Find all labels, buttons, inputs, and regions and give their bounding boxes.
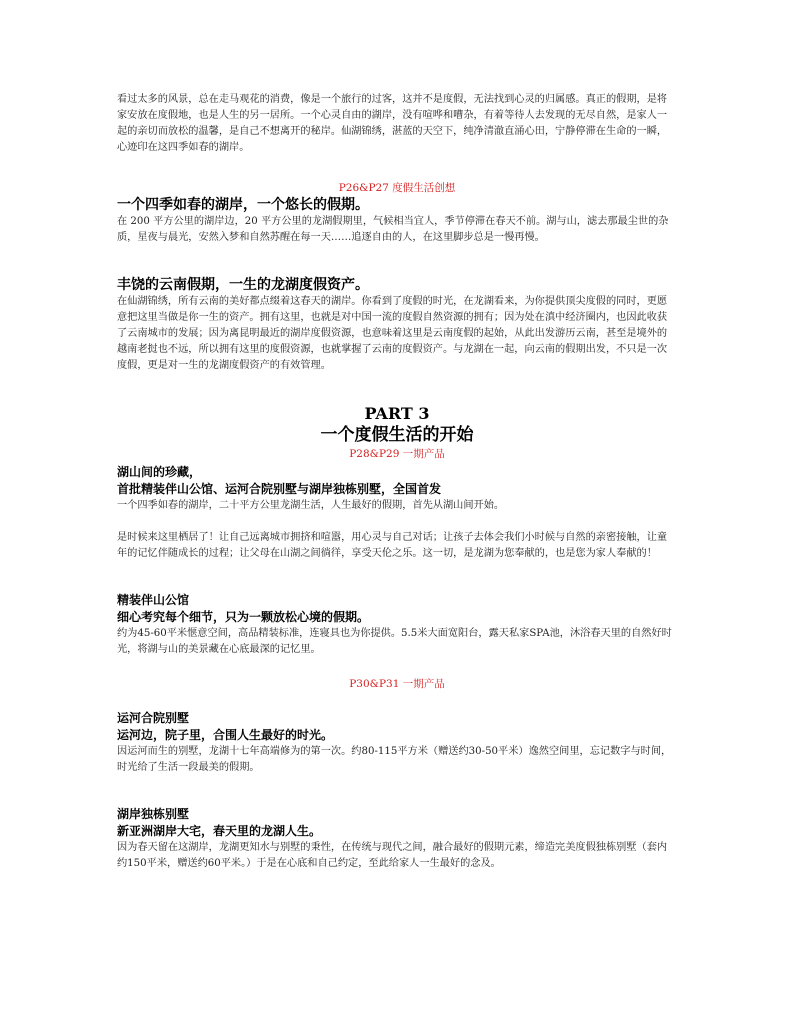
section-body-spring-lake: 在 200 平方公里的湖岸边，20 平方公里的龙湖假期里，气候相当宜人，季节停滞在春天不前。湖与山，滤去那最尘世的杂质，星夜与晨光，安然入梦和自然苏醒在每一天……追逐自由的人，在这里脚步总是一慢再慢。 bbox=[117, 216, 669, 243]
page-label-p30: P30&P31 一期产品 bbox=[349, 678, 445, 690]
section-title-treasure: 湖山间的珍藏， bbox=[117, 465, 202, 479]
product-heading-mountain-villa: 细心考究每个细节，只为一颗放松心境的假期。 bbox=[117, 610, 370, 624]
section-body-yunnan-asset: 在仙湖锦绣，所有云南的美好都点缀着这春天的湖岸。你看到了度假的时光，在龙湖看来，为你提供顶尖度假的同时，更愿意把这里当做是你一生的资产。拥有这里，也就是对中国一流的度假自然资源的拥有；因为处在滇中经济圈内，也因此收获了云南城市的发展；因为离昆明最近的湖岸度假资源，也意味着这里是云南度假的起始，从此出发游历云南，甚至是境外的越南老挝也不远，所以拥有这里的度假资源，也就掌握了云南的度假资产。与龙湖在一起，向云南的假期出发，不只是一次度假，更是对一生的龙湖度假资产的有效管理。 bbox=[117, 296, 668, 371]
product-title-canal-villa: 运河合院别墅 bbox=[117, 711, 190, 725]
section-subheading-treasure: 首批精装伴山公馆、运河合院别墅与湖岸独栋别墅，全国首发 bbox=[117, 482, 442, 496]
page-label-p26: P26&P27 度假生活创想 bbox=[338, 182, 456, 194]
product-body-mountain-villa: 约为45-60平米惬意空间，高品精装标准，连寝具也为你提供。5.5米大面宽阳台，露天私家SPA池，沐浴春天里的自然好时光，将湖与山的美景藏在心底最深的记忆里。 bbox=[117, 628, 672, 655]
intro-paragraph: 看过太多的风景，总在走马观花的消费，像是一个旅行的过客，这并不是度假，无法找到心灵的归属感。真正的假期，是将家安放在度假地，也是人生的另一居所。一个心灵自由的湖岸，没有喧哗和嘈杂，有着等待人去发现的无尽自然，是家人一起的亲切而放松的温馨，是自己不想离开的秘岸。仙湖锦绣，湛蓝的天空下，纯净清澈直涌心田，宁静停滞在生命的一瞬，心迹印在这四季如春的湖岸。 bbox=[117, 94, 668, 153]
part-number: PART 3 bbox=[364, 404, 430, 423]
product-body-canal-villa: 因运河而生的别墅，龙湖十七年高端修为的第一次。约80-115平方米（赠送约30-50平米）逸然空间里，忘记数字与时间，时光给了生活一段最美的假期。 bbox=[117, 746, 672, 773]
product-title-lakeside-villa: 湖岸独栋别墅 bbox=[117, 807, 190, 821]
product-title-mountain-villa: 精装伴山公馆 bbox=[117, 593, 190, 607]
part-title: 一个度假生活的开始 bbox=[320, 425, 474, 445]
section-body-treasure: 是时候来这里栖居了！让自己远离城市拥挤和喧嚣，用心灵与自己对话；让孩子去体会我们小时候与自然的亲密接触，让童年的记忆伴随成长的过程；让父母在山湖之间徜徉，享受天伦之乐。这一切，是龙湖为您奉献的，也是您为家人奉献的！ bbox=[117, 532, 668, 559]
product-heading-lakeside-villa: 新亚洲湖岸大宅，春天里的龙湖人生。 bbox=[117, 824, 322, 838]
section-heading-yunnan-asset: 丰饶的云南假期，一生的龙湖度假资产。 bbox=[117, 277, 369, 293]
section-heading-spring-lake: 一个四季如春的湖岸，一个悠长的假期。 bbox=[117, 197, 369, 213]
product-body-lakeside-villa: 因为春天留在这湖岸，龙湖更知水与别墅的秉性，在传统与现代之间，融合最好的假期元素，缔造完美度假独栋别墅（套内约150平米，赠送约60平米。）于是在心底和自己约定，至此给家人一生最好的念及。 bbox=[117, 842, 668, 869]
section-line-treasure: 一个四季如春的湖岸，二十平方公里龙湖生活，人生最好的假期，首先从湖山间开始。 bbox=[117, 500, 505, 511]
product-heading-canal-villa: 运河边，院子里，合围人生最好的时光。 bbox=[117, 728, 334, 742]
page-label-p28: P28&P29 一期产品 bbox=[349, 448, 445, 460]
document-page bbox=[117, 92, 677, 872]
